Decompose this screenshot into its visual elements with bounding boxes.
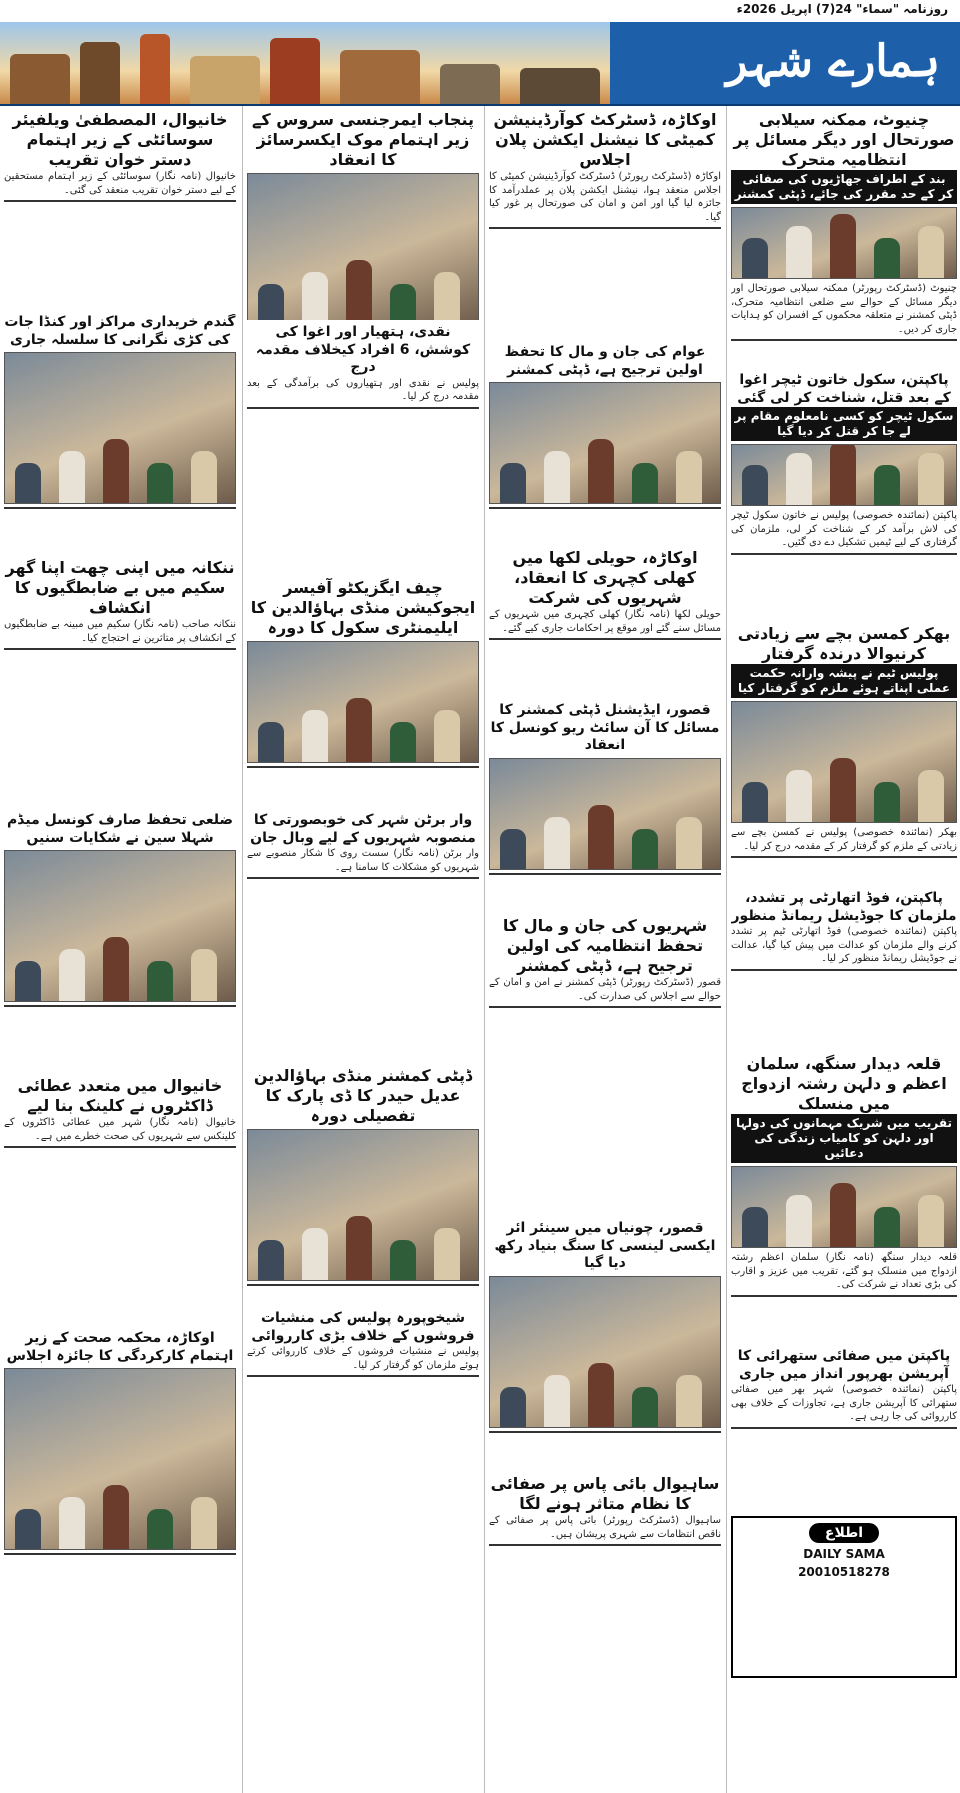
- article-headline: وار برٹن شہر کی خوبصورتی کا منصوبہ شہریوں کے لیے وبال جان: [250, 812, 476, 846]
- article: [4, 1330, 236, 1630]
- article-headline: شیخوپورہ پولیس کی منشیات فروشوں کے خلاف بڑی کارروائی: [251, 1310, 475, 1344]
- article: [4, 558, 236, 808]
- article-headline: پاکپتن، فوڈ اتھارٹی پر تشدد، ملزمان کا جوڈیشل ریمانڈ منظور: [731, 890, 957, 924]
- article-body: بھکر (نمائندہ خصوصی) پولیس نے کمسن بچے سے زیادتی کے ملزم کو گرفتار کر کے مقدمہ درج کر لیا۔: [731, 827, 957, 852]
- article: [247, 110, 479, 320]
- article-photo: [489, 382, 721, 504]
- article-headline: قصور، ایڈیشنل ڈپٹی کمشنر کا مسائل کا آن سائٹ ریو کونسل کا انعقاد: [490, 702, 720, 753]
- article-body: ساہیوال (ڈسٹرکٹ رپورٹر) بائی پاس پر صفائی کے ناقص انتظامات سے شہری پریشان ہیں۔: [489, 1515, 721, 1540]
- divider: [489, 1431, 721, 1433]
- divider: [247, 877, 479, 879]
- article-headline: قلعہ دیدار سنگھ، سلمان اعظم و دلہن رشتہ ازدواج میں منسلک: [741, 1054, 947, 1113]
- article-body: خانیوال (نامہ نگار) سوسائٹی کے زیر اہتمام مستحقین کے لیے دستر خوان تقریب منعقد کی گئی۔: [4, 171, 236, 196]
- article-subheadline: سکول ٹیچر کو کسی نامعلوم مقام پر لے جا کر قتل کر دیا گیا: [731, 407, 957, 441]
- article: [731, 624, 957, 886]
- article-headline: ضلعی تحفظ صارف کونسل میڈم شہلا سین نے شکایات سنیں: [7, 812, 233, 846]
- article-body: وار برٹن (نامہ نگار) سست روی کا شکار منصوبے سے شہریوں کو مشکلات کا سامنا ہے۔: [247, 848, 479, 873]
- article-body: پاکپتن (نمائندہ خصوصی) پولیس نے خاتون سکول ٹیچر کی لاش برآمد کر کے شناخت کر لی، ملزمان کی گرفتاری کے لیے ٹیمیں تشکیل دے دی گئیں۔: [731, 510, 957, 548]
- column-4: [0, 106, 240, 1793]
- article-photo: [731, 1166, 957, 1248]
- article-body: پاکپتن (نمائندہ خصوصی) شہر بھر میں صفائی ستھرائی کا آپریشن جاری ہے، تجاوزات کے خلاف بھی کارروائی کی جا رہی ہے۔: [731, 1384, 957, 1422]
- article-body: پولیس نے نقدی اور ہتھیاروں کی برآمدگی کے بعد مقدمہ درج کر لیا۔: [247, 377, 479, 402]
- article: [489, 548, 721, 698]
- article-subheadline: بند کے اطراف جھاڑیوں کی صفائی کر کے حد مقرر کی جائے، ڈپٹی کمشنر: [731, 170, 957, 204]
- article-headline: عوام کی جان و مال کا تحفظ اولین ترجیح ہے، ڈپٹی کمشنر: [504, 344, 706, 378]
- article: [731, 1348, 957, 1508]
- article: [731, 372, 957, 620]
- article-photo: [731, 701, 957, 823]
- article: [247, 324, 479, 574]
- article-body: قلعہ دیدار سنگھ (نامہ نگار) سلمان اعظم رشتہ ازدواج میں منسلک ہو گئے، تقریب میں عزیز و اقارب کی بڑی تعداد نے شرکت کی۔: [731, 1252, 957, 1290]
- section-banner: [0, 22, 960, 106]
- article-headline: بھکر کمسن بچے سے زیادتی کرنیوالا درندہ گرفتار: [737, 624, 951, 663]
- article-headline: شہریوں کی جان و مال کا تحفظ انتظامیہ کی اولین ترجیح ہے، ڈپٹی کمشنر: [502, 916, 708, 975]
- divider: [4, 507, 236, 509]
- article-headline: چیف ایگزیکٹو آفیسر ایجوکیشن منڈی بہاؤالدین کا ایلیمنٹری سکول کا دورہ: [250, 578, 476, 637]
- article-body: چنیوٹ (ڈسٹرکٹ رپورٹر) ممکنہ سیلابی صورتحال اور دیگر مسائل کے حوالے سے ضلعی انتظامیہ متحرک، ڈپٹی کمشنر نے متعلقہ محکموں کے افسران کو ہدایات جاری کر دیں۔: [731, 283, 957, 335]
- section-title: ہمارے شہر: [726, 36, 940, 87]
- divider: [731, 553, 957, 555]
- article-headline: خانیوال میں متعدد عطائی ڈاکٹروں نے کلینک بنا لیے: [17, 1076, 223, 1115]
- divider: [489, 873, 721, 875]
- article-headline: ڈپٹی کمشنر منڈی بہاؤالدین عدیل حیدر کا ڈی پارک کا تفصیلی دورہ: [253, 1066, 473, 1125]
- article-body: اوکاڑہ (ڈسٹرکٹ رپورٹر) ڈسٹرکٹ کوآرڈینیشن کمیٹی کا اجلاس منعقد ہوا، نیشنل ایکشن پلان پر عملدرآمد کا جائزہ لیا گیا اور امن و امان کی صورتحال پر غور کیا گیا۔: [489, 171, 721, 223]
- article-headline: اوکاڑہ، ڈسٹرکٹ کوآرڈینیشن کمیٹی کا نیشنل ایکشن پلان اجلاس: [493, 110, 717, 169]
- article-photo: [489, 1276, 721, 1428]
- divider: [4, 200, 236, 202]
- article-subheadline: پولیس ٹیم نے پیشہ وارانہ حکمت عملی اپناتے ہوئے ملزم کو گرفتار کیا: [731, 664, 957, 698]
- article-photo: [731, 444, 957, 506]
- article-body: قصور (ڈسٹرکٹ رپورٹر) ڈپٹی کمشنر نے امن و امان کے حوالے سے اجلاس کی صدارت کی۔: [489, 977, 721, 1002]
- article-photo: [4, 850, 236, 1002]
- divider: [489, 638, 721, 640]
- article-headline: نقدی، ہتھیار اور اغوا کی کوشش، 6 افراد کیخلاف مقدمہ درج: [255, 324, 471, 375]
- divider: [731, 339, 957, 341]
- divider: [4, 1146, 236, 1148]
- article-headline: پاکپتن، سکول خاتون ٹیچر اغوا کے بعد قتل، شناخت کر لی گئی: [737, 372, 951, 406]
- article-photo: [4, 352, 236, 504]
- article: [247, 578, 479, 808]
- divider: [731, 969, 957, 971]
- article-body: پولیس نے منشیات فروشوں کے خلاف کارروائی کرتے ہوئے ملزمان کو گرفتار کر لیا۔: [247, 1346, 479, 1371]
- article-headline: اوکاڑہ، محکمہ صحت کے زیر اہتمام کارکردگی کا جائزہ اجلاس: [6, 1330, 234, 1364]
- column-3: [242, 106, 483, 1793]
- notice-title: اطلاع: [809, 1523, 879, 1543]
- article: [731, 1054, 957, 1344]
- article-body: حویلی لکھا (نامہ نگار) کھلی کچہری میں شہریوں کے مسائل سنے گئے اور موقع پر احکامات جاری کیے گئے۔: [489, 609, 721, 634]
- article: [489, 702, 721, 912]
- article-headline: چنیوٹ، ممکنہ سیلابی صورتحال اور دیگر مسائل پر انتظامیہ متحرک: [733, 110, 955, 169]
- article: [489, 1474, 721, 1774]
- article: [4, 314, 236, 554]
- article: [731, 110, 957, 370]
- article-headline: اوکاڑہ، حویلی لکھا میں کھلی کچہری کا انعقاد، شہریوں کی شرکت: [512, 548, 698, 607]
- column-1: [726, 106, 960, 1793]
- article-photo: [247, 641, 479, 763]
- article-subheadline: تقریب میں شریک مہمانوں کی دولہا اور دلہن کو کامیاب زندگی کی دعائیں: [731, 1114, 957, 1163]
- divider: [731, 1295, 957, 1297]
- divider: [4, 1005, 236, 1007]
- article: [489, 110, 721, 340]
- article: [4, 812, 236, 1072]
- divider: [489, 227, 721, 229]
- article: [247, 812, 479, 1062]
- notice-number: 20010518278: [798, 1565, 890, 1579]
- article-photo: [247, 1129, 479, 1281]
- dateline: روزنامہ "سماء" 24(7) اپریل 2026ء: [736, 2, 948, 16]
- article: [489, 916, 721, 1216]
- divider: [489, 1006, 721, 1008]
- article-body: پاکپتن (نمائندہ خصوصی) فوڈ اتھارٹی ٹیم پر تشدد کرنے والے ملزمان کو عدالت میں پیش کیا گیا، عدالت نے جوڈیشل ریمانڈ منظور کر لیا۔: [731, 926, 957, 964]
- article-photo: [489, 758, 721, 870]
- article-headline: پاکپتن میں صفائی ستھرائی کا آپریشن بھرپور انداز میں جاری: [737, 1348, 951, 1382]
- divider: [247, 1375, 479, 1377]
- article-body: خانیوال (نامہ نگار) شہر میں عطائی ڈاکٹروں کے کلینکس سے شہریوں کی صحت خطرے میں ہے۔: [4, 1117, 236, 1142]
- article: [489, 344, 721, 544]
- article-headline: ننکانہ میں اپنی چھت اپنا گھر سکیم میں بے ضابطگیوں کا انکشاف: [5, 558, 235, 617]
- divider: [489, 1544, 721, 1546]
- article-body: ننکانہ صاحب (نامہ نگار) سکیم میں مبینہ بے ضابطگیوں کے انکشاف پر متاثرین نے احتجاج کیا۔: [4, 619, 236, 644]
- divider: [247, 407, 479, 409]
- article-headline: خانیوال، المصطفیٰ ویلفیئر سوسائٹی کے زیر اہتمام دستر خوان تقریب: [12, 110, 228, 169]
- article: [247, 1310, 479, 1780]
- divider: [247, 766, 479, 768]
- notice-box: [731, 1516, 957, 1678]
- article: [4, 1076, 236, 1326]
- article: [4, 110, 236, 310]
- article-photo: [731, 207, 957, 279]
- column-2: [484, 106, 725, 1793]
- divider: [731, 1427, 957, 1429]
- city-collage: [0, 22, 610, 104]
- article-headline: ساہیوال بائی پاس پر صفائی کا نظام متاثر ہونے لگا: [490, 1474, 720, 1513]
- divider: [247, 1284, 479, 1286]
- article: [247, 1066, 479, 1306]
- article-photo: [247, 173, 479, 320]
- notice-text: DAILY SAMA: [803, 1547, 885, 1561]
- article-headline: گندم خریداری مراکز اور کنڈا جات کی کڑی نگرانی کا سلسلہ جاری: [4, 314, 236, 348]
- divider: [731, 856, 957, 858]
- article-headline: قصور، چونیاں میں سینئر ائر ایکسی لینسی کا سنگ بنیاد رکھ دیا گیا: [494, 1220, 716, 1271]
- divider: [4, 1553, 236, 1555]
- article: [489, 1220, 721, 1470]
- article-photo: [4, 1368, 236, 1550]
- masthead: [0, 0, 960, 23]
- article-headline: پنجاب ایمرجنسی سروس کے زیر اہتمام موک ایکسرسائز کا انعقاد: [252, 110, 474, 169]
- article: [731, 890, 957, 1050]
- divider: [489, 507, 721, 509]
- divider: [4, 648, 236, 650]
